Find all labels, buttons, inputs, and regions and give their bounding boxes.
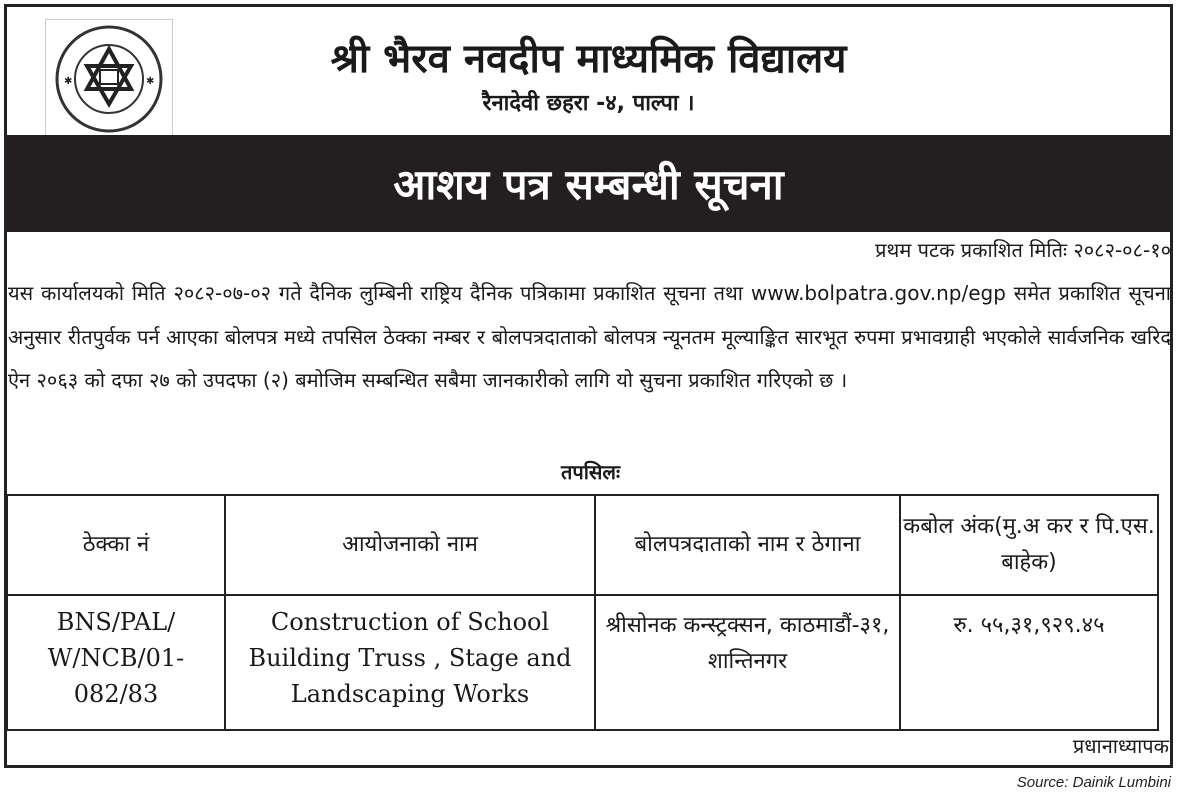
award-table [6, 494, 1159, 731]
source-credit: Source: Dainik Lumbini [1016, 774, 1171, 791]
school-logo [45, 19, 173, 139]
header-bidder: बोलपत्रदाताको नाम र ठेगाना [595, 495, 900, 595]
notice-body: यस कार्यालयको मिति २०८२-०७-०२ गते दैनिक लुम्बिनी राष्ट्रिय दैनिक पत्रिकामा प्रकाशित सूचना तथा www.bolpatra.gov.np/egp समेत प्रकाशित सूचना अनुसार रीतपुर्वक पर्न आएका बोलपत्र मध्ये तपसिल ठेक्का नम्बर र बोलपत्रदाताको बोलपत्र न्यूनतम मूल्याङ्कित सारभूत रुपमा प्रभावग्राही भएकोले सार्वजनिक खरिद ऐन २०६३ को दफा २७ को उपदफा (२) बमोजिम सम्बन्धित सबैमा जानकारीको लागि यो सुचना प्रकाशित गरिएको छ । [8, 281, 1171, 392]
notice-title: आशय पत्र सम्बन्धी सूचना [7, 135, 1170, 232]
notice-header [7, 7, 1170, 135]
project-name: Construction of School Building Truss , Stage and Landscaping Works [225, 595, 595, 730]
school-seal-icon [50, 24, 168, 134]
first-published-date: प्रथम पटक प्रकाशित मितिः २०८२-०८-१० [875, 238, 1171, 262]
header-amount: कबोल अंक(मु.अ कर र पि.एस. बाहेक) [900, 495, 1158, 595]
table-header-row [7, 495, 1158, 595]
header-project-name: आयोजनाको नाम [225, 495, 595, 595]
svg-text:✱: ✱ [64, 76, 73, 87]
bid-amount: रु. ५५,३१,९२९.४५ [900, 595, 1158, 730]
school-name: श्री भैरव नवदीप माध्यमिक विद्यालय [330, 36, 847, 82]
table-row [7, 595, 1158, 730]
header-contract-no: ठेक्का नं [7, 495, 225, 595]
bidder-name-address: श्रीसोनक कन्स्ट्रक्सन, काठमाडौं-३१, शान्तिनगर [595, 595, 900, 730]
svg-text:✱: ✱ [146, 76, 155, 87]
school-address: रैनादेवी छहरा -४, पाल्पा । [482, 91, 695, 116]
details-label: तपसिलः [560, 460, 621, 484]
contract-no: BNS/PAL/ W/NCB/01- 082/83 [7, 595, 225, 730]
signatory: प्रधानाध्यापक [1072, 734, 1169, 758]
